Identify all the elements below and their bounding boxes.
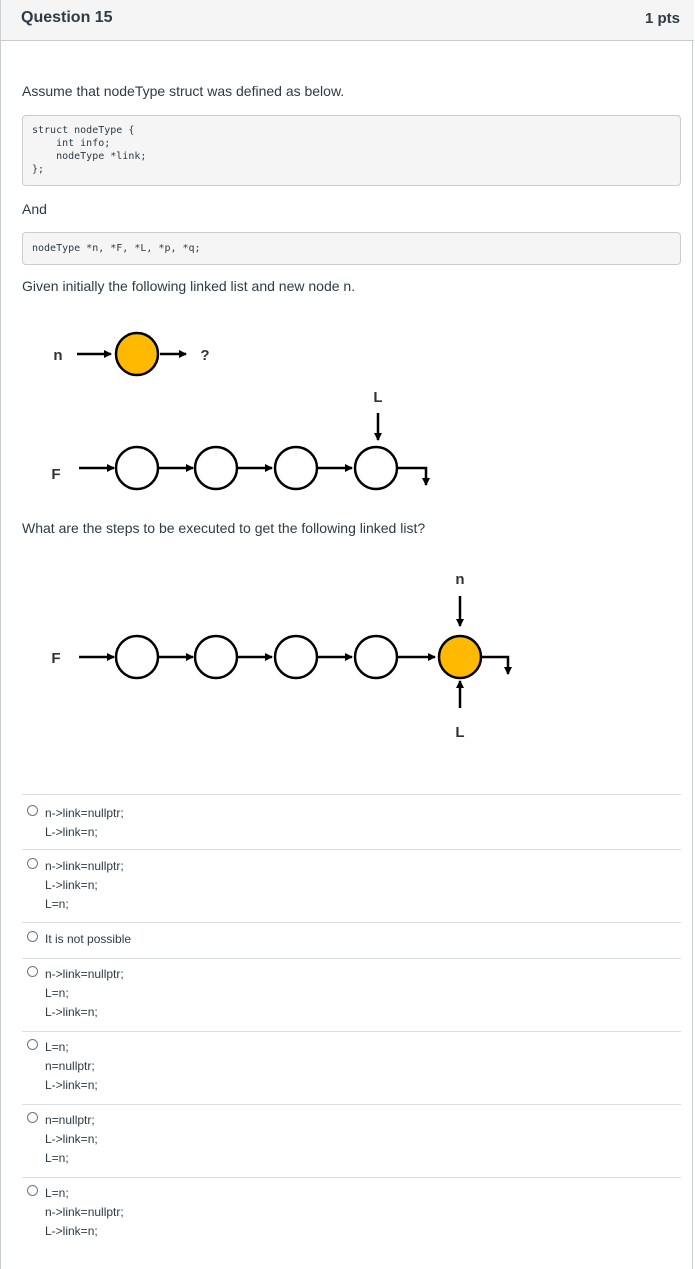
answer-line: L=n; (45, 986, 69, 1000)
answer-line: n->link=nullptr; (45, 967, 124, 981)
answer-line: L->link=n; (45, 1224, 98, 1238)
radio-button[interactable] (27, 805, 38, 816)
F-label: F (51, 466, 61, 483)
decl-code-block (22, 232, 681, 265)
radio-button[interactable] (27, 1039, 38, 1050)
code-line: }; (32, 164, 45, 175)
list-node (195, 636, 237, 678)
list-node (195, 447, 237, 489)
question-header (1, 0, 694, 41)
answer-line: n=nullptr; (45, 1059, 95, 1073)
answer-separator (22, 922, 681, 923)
answer-separator (22, 794, 681, 795)
struct-code-block (22, 115, 681, 186)
answer-line: n->link=nullptr; (45, 1205, 124, 1219)
answer-line: L=n; (45, 1151, 69, 1165)
radio-button[interactable] (27, 966, 38, 977)
target-list-diagram (1, 560, 694, 760)
answer-line: L=n; (45, 897, 69, 911)
list-node-last (355, 447, 397, 489)
answer-line: L->link=n; (45, 825, 98, 839)
question-title: Question 15 (21, 9, 113, 26)
answer-separator (22, 849, 681, 850)
answer-line: It is not possible (45, 932, 132, 946)
unknown-link-label: ? (200, 347, 210, 364)
code-line: nodeType *n, *F, *L, *p, *q; (32, 243, 201, 254)
answer-separator (22, 1104, 681, 1105)
null-link-arrow (398, 468, 426, 485)
answer-line: L=n; (45, 1040, 69, 1054)
steps-question-text: What are the steps to be executed to get the following linked list? (22, 520, 426, 536)
code-line: int info; (32, 138, 111, 149)
answer-separator (22, 958, 681, 959)
answer-separator (22, 1031, 681, 1032)
F-label: F (51, 650, 61, 667)
null-link-arrow (482, 657, 508, 674)
new-node-n (116, 333, 158, 375)
answer-line: L=n; (45, 1186, 69, 1200)
answer-line: L->link=n; (45, 1132, 98, 1146)
given-text: Given initially the following linked list and new node n. (22, 278, 356, 294)
answer-line: n->link=nullptr; (45, 859, 124, 873)
and-text: And (22, 201, 47, 217)
n-label: n (455, 571, 465, 588)
code-line: nodeType *link; (32, 151, 147, 162)
initial-list-diagram (1, 300, 694, 510)
radio-button[interactable] (27, 1112, 38, 1123)
list-node (275, 636, 317, 678)
answer-line: L->link=n; (45, 878, 98, 892)
answer-line: n=nullptr; (45, 1113, 95, 1127)
list-node (275, 447, 317, 489)
answer-line: L->link=n; (45, 1078, 98, 1092)
answer-line: n->link=nullptr; (45, 806, 124, 820)
radio-button[interactable] (27, 1185, 38, 1196)
answer-line: L->link=n; (45, 1005, 98, 1019)
new-node-n (439, 636, 481, 678)
list-node (355, 636, 397, 678)
L-label: L (455, 724, 465, 741)
intro-text: Assume that nodeType struct was defined as below. (22, 83, 345, 99)
n-label: n (53, 347, 63, 364)
list-node (116, 636, 158, 678)
list-node (116, 447, 158, 489)
question-points: 1 pts (644, 10, 680, 27)
L-label: L (373, 389, 383, 406)
radio-button[interactable] (27, 931, 38, 942)
code-line: struct nodeType { (32, 125, 135, 136)
answer-separator (22, 1177, 681, 1178)
radio-button[interactable] (27, 858, 38, 869)
